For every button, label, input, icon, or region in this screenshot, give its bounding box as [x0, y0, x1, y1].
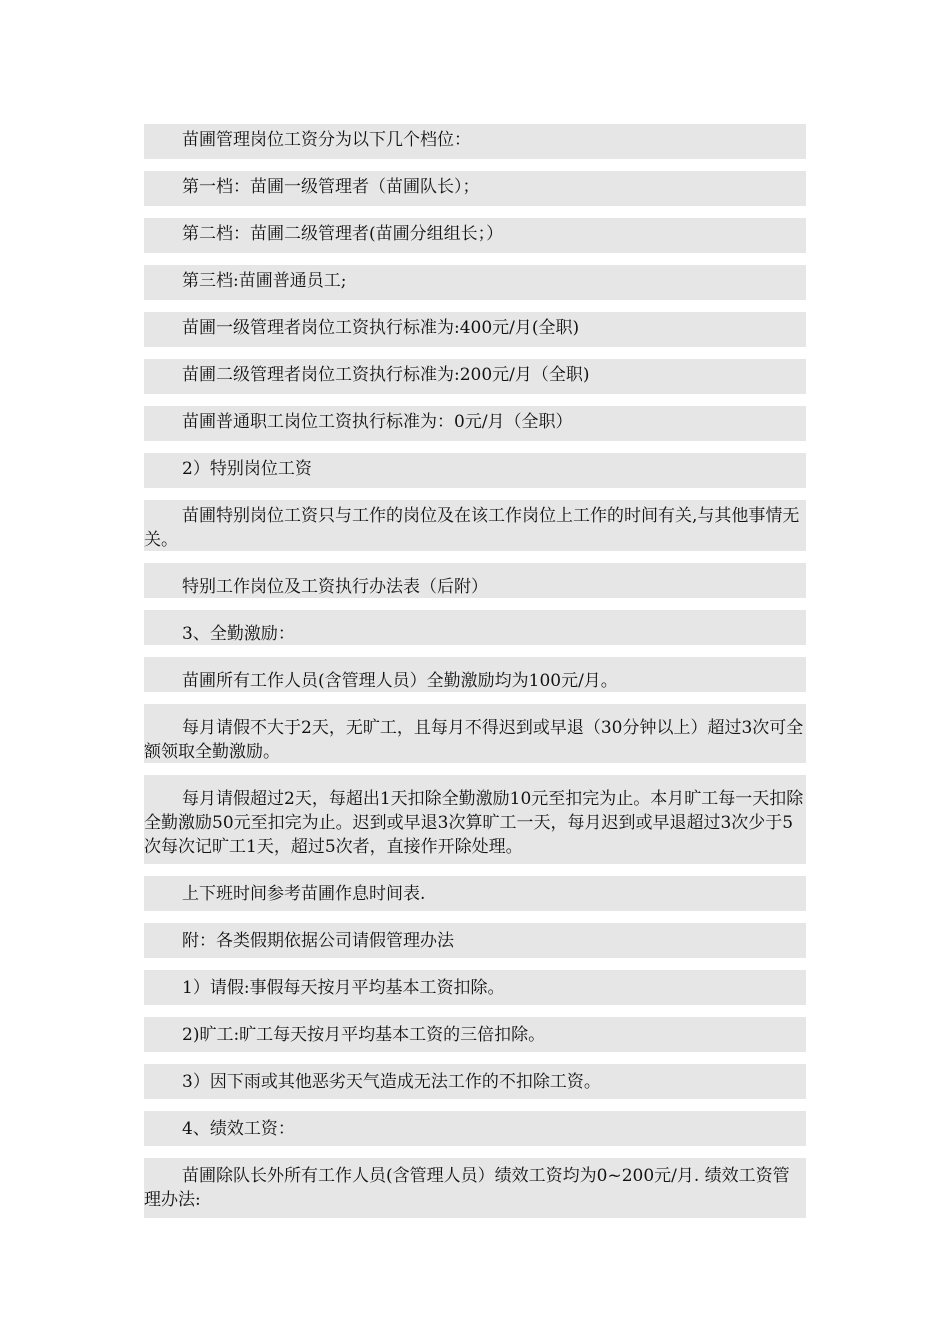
paragraph: 苗圃一级管理者岗位工资执行标准为:400元/月(全职): [182, 318, 580, 338]
paragraph-separator: [144, 1052, 806, 1064]
paragraph: 2)旷工:旷工每天按月平均基本工资的三倍扣除。: [182, 1025, 546, 1045]
paragraph-separator: [144, 551, 806, 563]
paragraph-separator: [144, 347, 806, 359]
paragraph-separator: [144, 1146, 806, 1158]
paragraph: 1）请假:事假每天按月平均基本工资扣除。: [182, 978, 505, 998]
paragraph: 苗圃所有工作人员(含管理人员）全勤激励均为100元/月。: [182, 671, 618, 691]
paragraph-separator: [144, 300, 806, 312]
paragraph: 第一档：苗圃一级管理者（苗圃队长）；: [182, 177, 480, 197]
paragraph-separator: [144, 645, 806, 657]
document-body: [144, 124, 806, 1218]
paragraph-separator: [144, 159, 806, 171]
paragraph: 苗圃普通职工岗位工资执行标准为：0元/月（全职）: [182, 412, 573, 432]
paragraph: 苗圃除队长外所有工作人员(含管理人员）绩效工资均为0~200元/月. 绩效工资管理办法:: [144, 1166, 790, 1210]
paragraph-separator: [144, 488, 806, 500]
paragraph-separator: [144, 763, 806, 775]
paragraph: 3）因下雨或其他恶劣天气造成无法工作的不扣除工资。: [182, 1072, 601, 1092]
paragraph-separator: [144, 1099, 806, 1111]
paragraph: 3、全勤激励：: [182, 624, 295, 644]
paragraph: 苗圃特别岗位工资只与工作的岗位及在该工作岗位上工作的时间有关,与其他事情无关。: [144, 506, 800, 550]
paragraph-separator: [144, 441, 806, 453]
paragraph-separator: [144, 253, 806, 265]
paragraph-separator: [144, 911, 806, 923]
paragraph: 苗圃二级管理者岗位工资执行标准为:200元/月（全职): [182, 365, 590, 385]
paragraph: 每月请假超过2天，每超出1天扣除全勤激励10元至扣完为止。本月旷工每一天扣除全勤激励50元至扣完为止。迟到或早退3次算旷工一天，每月迟到或早退超过3次少于5次每次记旷工1天，超过5次者，直接作开除处理。: [144, 789, 804, 857]
paragraph: 2）特别岗位工资: [182, 459, 312, 479]
paragraph-separator: [144, 598, 806, 610]
paragraph-separator: [144, 1005, 806, 1017]
paragraph: 特别工作岗位及工资执行办法表（后附）: [182, 577, 488, 597]
paragraph: 每月请假不大于2天，无旷工，且每月不得迟到或早退（30分钟以上）超过3次可全额领取全勤激励。: [144, 718, 804, 762]
paragraph: 4、绩效工资：: [182, 1119, 295, 1139]
paragraph-separator: [144, 394, 806, 406]
paragraph-separator: [144, 958, 806, 970]
paragraph: 第三档:苗圃普通员工;: [182, 271, 347, 291]
paragraph-separator: [144, 864, 806, 876]
paragraph: 苗圃管理岗位工资分为以下几个档位：: [182, 130, 471, 150]
paragraph-separator: [144, 206, 806, 218]
paragraph: 上下班时间参考苗圃作息时间表.: [182, 884, 426, 904]
paragraph: 附：各类假期依据公司请假管理办法: [182, 931, 454, 951]
paragraph: 第二档：苗圃二级管理者(苗圃分组组长；）: [182, 224, 504, 244]
paragraph-separator: [144, 692, 806, 704]
